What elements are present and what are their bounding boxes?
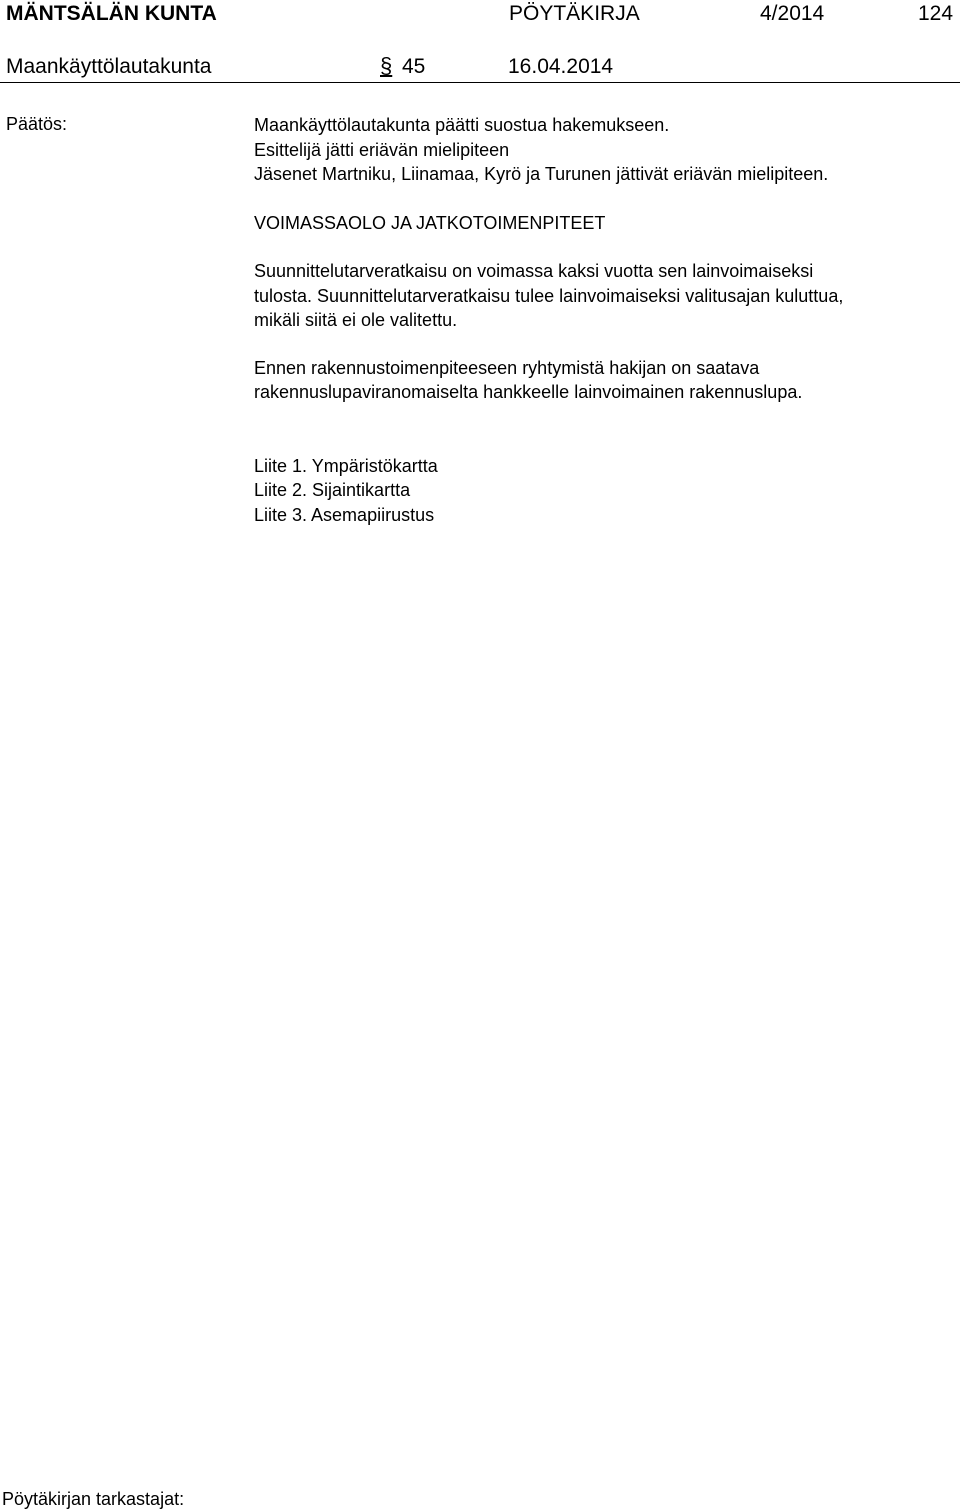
paragraph-line: rakennuslupaviranomaiselta hankkeelle lainvoimainen rakennuslupa. xyxy=(254,382,803,402)
decision-label: Päätös: xyxy=(6,114,68,134)
attachment-item: Liite 3. Asemapiirustus xyxy=(254,504,435,525)
decision-line: Esittelijä jätti eriävän mielipiteen xyxy=(254,139,510,160)
section-symbol: § xyxy=(380,53,393,78)
decision-text xyxy=(254,113,954,187)
header-divider xyxy=(0,82,960,83)
committee-name: Maankäyttölautakunta xyxy=(6,55,212,78)
attachment-list xyxy=(254,454,954,528)
attachment-item: Liite 1. Ympäristökartta xyxy=(254,455,438,476)
meeting-date: 16.04.2014 xyxy=(508,55,614,78)
decision-line: Maankäyttölautakunta päätti suostua hakemukseen. xyxy=(254,115,670,135)
paragraph-line: Suunnittelutarveratkaisu on voimassa kaksi vuotta sen lainvoimaiseksi xyxy=(254,261,814,281)
document-type: PÖYTÄKIRJA xyxy=(509,2,640,25)
section-number: 45 xyxy=(402,55,426,78)
minutes-content xyxy=(254,113,954,527)
reviewers-label: Pöytäkirjan tarkastajat: xyxy=(2,1489,185,1509)
paragraph-line: Ennen rakennustoimenpiteeseen ryhtymistä hakijan on saatava xyxy=(254,357,760,378)
validity-heading: VOIMASSAOLO JA JATKOTOIMENPITEET xyxy=(254,212,606,233)
meeting-number: 4/2014 xyxy=(760,2,825,25)
organization-name: MÄNTSÄLÄN KUNTA xyxy=(6,2,217,25)
validity-paragraph-2 xyxy=(254,356,954,405)
validity-paragraph-1 xyxy=(254,259,954,333)
decision-line: Jäsenet Martniku, Liinamaa, Kyrö ja Turunen jättivät eriävän mielipiteen. xyxy=(254,164,829,184)
paragraph-line: mikäli siitä ei ole valitettu. xyxy=(254,310,458,330)
attachment-item: Liite 2. Sijaintikartta xyxy=(254,480,411,500)
page-number: 124 xyxy=(918,2,954,25)
paragraph-line: tulosta. Suunnittelutarveratkaisu tulee lainvoimaiseksi valitusajan kuluttua, xyxy=(254,285,844,306)
